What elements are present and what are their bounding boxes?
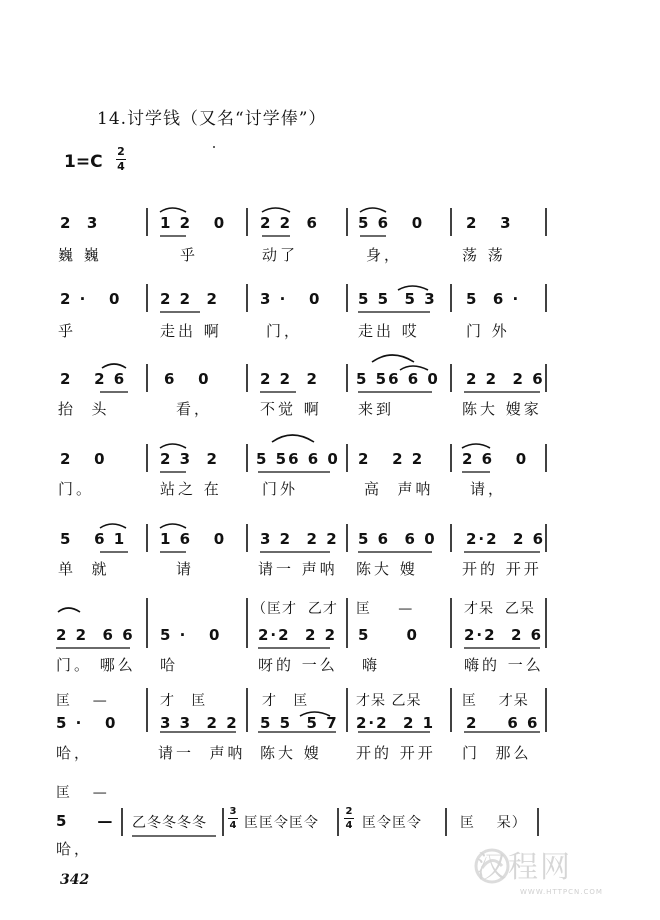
percussion-measure: 才呆 乙呆 [464,601,535,617]
lyrics-measure: 门。 [58,480,95,498]
lyrics-measure: 门外 [262,480,299,498]
notes-measure: 2 0 [60,450,107,468]
percussion-tail: 匡匡令匡令 [244,815,319,831]
notes-measure: 5 56 6 0 [256,450,340,468]
lyrics-measure: 陈大 嫂 [260,744,322,762]
notes-measure: 1 6 0 [160,530,227,548]
key-signature: 1=C [64,152,103,172]
notes-measure: 5 6 0 [358,214,425,232]
lyrics-measure: 不觉 啊 [260,400,322,418]
notes-measure: 5 56 6 0 [356,370,440,388]
notes-measure: 5 0 [358,626,419,644]
lyrics-measure: 请， [470,480,507,498]
lyrics-measure: 开的 开开 [462,560,542,578]
notes-measure: 2·2 2 1 [356,714,436,732]
lyrics-measure: 门。 哪么 [56,656,136,674]
lyrics-measure: 嗨的 一么 [464,656,544,674]
lyrics-measure: 呀的 一么 [258,656,338,674]
lyrics-measure: 门， [266,322,303,340]
notes-measure: 5 — [56,812,115,830]
lyrics-measure: 请 [176,560,195,578]
lyrics-measure: 乎 [180,246,199,264]
time-divider [344,818,354,819]
lyrics-measure: 单 就 [58,560,110,578]
time-top: 2 [117,145,125,158]
notes-measure: 2 · 0 [60,290,122,308]
page-number: 342 [60,872,90,888]
notes-measure: 2 3 [466,214,513,232]
lyrics-measure: 陈大 嫂家 [462,400,542,418]
notes-measure: 2 6 0 [462,450,529,468]
lyrics-measure: 抬 头 [58,400,110,418]
lyrics-measure: 开的 开开 [356,744,436,762]
percussion-measure: 匡 才呆 [462,693,529,709]
lyrics-measure: 巍 巍 [58,246,102,264]
lyrics-measure: 走出 哎 [358,322,420,340]
percussion-tail: 乙冬冬冬冬 [132,815,207,831]
notes-measure: 5 6 · [466,290,521,308]
notes-measure: 3 3 2 2 [160,714,239,732]
notes-measure: 5 6 6 0 [358,530,437,548]
percussion-measure: 才呆 乙呆 [356,693,422,709]
lyrics-measure: 来到 [358,400,395,418]
time-signature-change [228,806,238,831]
notes-measure: 2 3 [60,214,100,232]
lyrics-measure: 请一 声呐 [258,560,338,578]
notes-measure: 2 6 6 [466,714,540,732]
lyrics-measure: 哈 [160,656,179,674]
lyrics-measure: 荡 荡 [462,246,506,264]
lyrics-measure: 动了 [262,246,299,264]
notes-measure: 2·2 2 2 [258,626,338,644]
notes-measure: 6 0 [164,370,211,388]
lyrics-measure: 身， [366,246,403,264]
lyrics-measure: 门 外 [466,322,510,340]
notes-measure: 2 2 6 6 [56,626,135,644]
notes-measure: 2·2 2 6 [466,530,546,548]
percussion-measure: 才 匡 [160,693,207,709]
percussion-tail: 匡令匡令 [362,815,422,831]
notes-measure: 5 5 5 3 [358,290,437,308]
percussion-measure: （匡才 乙才 [252,601,338,617]
notes-measure: 2 2 6 [60,370,127,388]
time-top: 2 [345,806,353,817]
notes-measure: 2·2 2 6 [464,626,544,644]
percussion-tail: 匡 呆） [460,815,527,831]
lyrics-measure: 站之 在 [160,480,222,498]
notes-measure: 2 2 2 [260,370,319,388]
lyrics-measure: 嗨 [362,656,381,674]
percussion-measure: 匡 — [56,785,108,801]
lyrics-measure: 门 那么 [462,744,532,762]
notes-measure: 2 2 2 [358,450,425,468]
notes-measure: 3 · 0 [260,290,322,308]
lyrics-measure: 请一 声呐 [158,744,246,762]
lyrics-measure: 哈， [56,744,93,762]
percussion-measure: 匡 — [356,601,414,617]
time-signature-change [344,806,354,831]
notes-measure: 3 2 2 2 [260,530,339,548]
notes-measure: 2 2 2 [160,290,219,308]
time-bottom: 4 [229,820,237,831]
time-bottom: 4 [117,160,125,173]
notes-measure: 5 5 5 7 [260,714,339,732]
notes-measure: 5 6 1 [60,530,127,548]
time-top: 3 [229,806,237,817]
lyrics-measure: 高 声呐 [364,480,434,498]
lyrics-measure: 看， [176,400,213,418]
notes-measure: 1 2 0 [160,214,227,232]
notes-measure: 5 · 0 [56,714,118,732]
notes-measure: 2 2 6 [260,214,319,232]
watermark-url: WWW.HTTPCN.COM [520,888,603,896]
lyrics-measure: 陈大 嫂 [356,560,418,578]
lyrics-measure: 乎 [58,322,77,340]
time-bottom: 4 [345,820,353,831]
lyrics-measure: 哈， [56,840,93,858]
lyrics-measure: 走出 啊 [160,322,222,340]
notes-measure: 5 · 0 [160,626,222,644]
watermark-brand: 汉程网 [476,850,572,885]
piece-title: 14.讨学钱（又名“讨学俸”） [97,109,327,129]
time-divider [228,818,238,819]
notes-measure: 2 3 2 [160,450,219,468]
percussion-measure: 匡 — [56,693,108,709]
notes-measure: 2 2 2 6 [466,370,545,388]
percussion-measure: 才 匡 [262,693,309,709]
